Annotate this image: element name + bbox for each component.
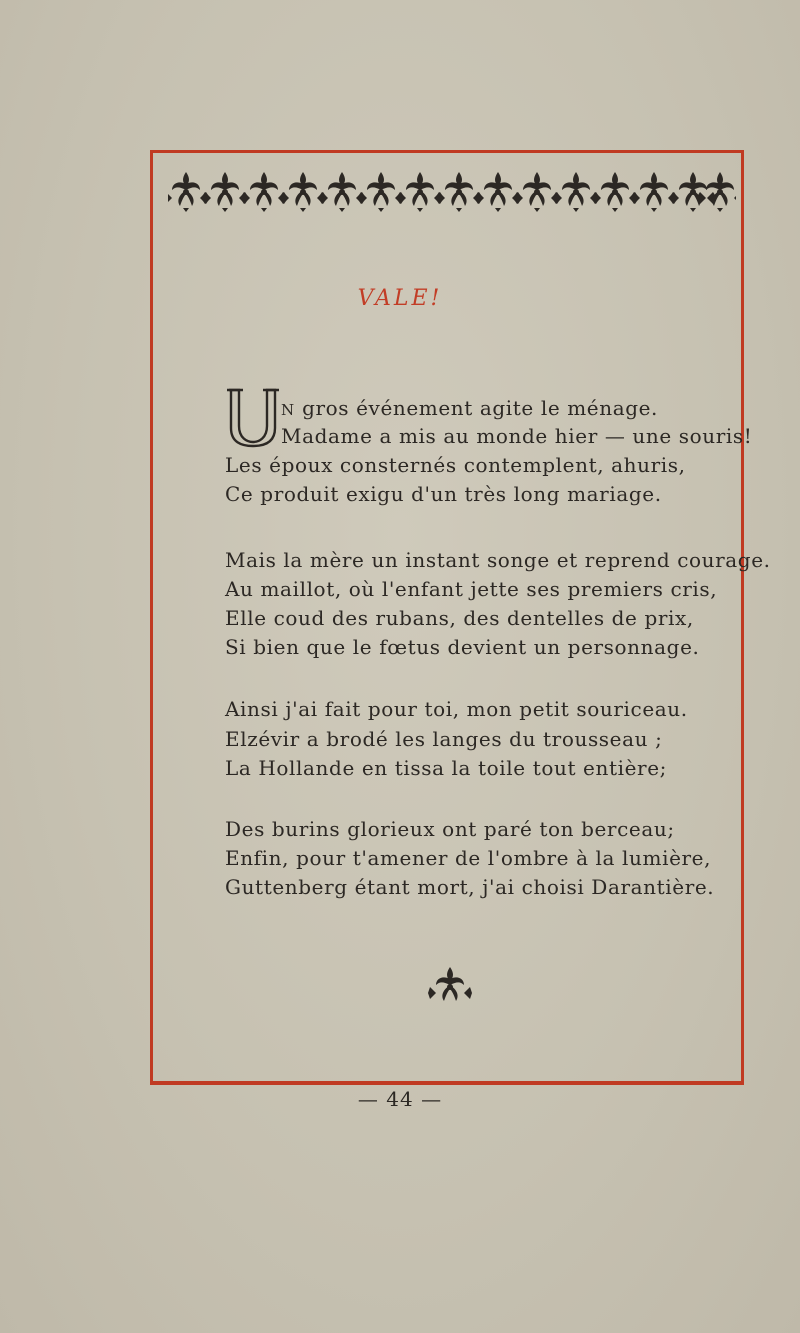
poem-line-8: Si bien que le fœtus devient un personnage. [225, 635, 700, 659]
poem-line-9: Ainsi j'ai fait pour toi, mon petit souriceau. [225, 697, 688, 721]
svg-text:U: U [225, 386, 226, 387]
poem-line-4: Ce produit exigu d'un très long mariage. [225, 482, 662, 506]
first-line-text: gros événement agite le ménage. [295, 396, 659, 420]
dropcap-letter [225, 386, 279, 448]
page-number: — 44 — [357, 1087, 443, 1111]
poem-line-1 [281, 396, 658, 420]
poem-line-6: Au maillot, où l'enfant jette ses premiers cris, [225, 577, 718, 601]
poem-line-10: Elzévir a brodé les langes du trousseau ; [225, 727, 663, 751]
poem-line-5: Mais la mère un instant songe et reprend courage. [225, 548, 771, 572]
poem-line-14: Guttenberg étant mort, j'ai choisi Darantière. [225, 875, 715, 899]
page-title: VALE! [357, 286, 443, 311]
first-line-smallcaps: N [281, 401, 296, 419]
poem-line-7: Elle coud des rubans, des dentelles de prix, [225, 606, 694, 630]
fleuron-icon [428, 964, 472, 1006]
poem-line-13: Enfin, pour t'amener de l'ombre à la lumière, [225, 846, 712, 870]
poem-line-3: Les époux consternés contemplent, ahuris, [225, 453, 686, 477]
poem-line-12: Des burins glorieux ont paré ton berceau; [225, 817, 675, 841]
fleuron-border-icon [168, 168, 736, 214]
poem-line-11: La Hollande en tissa la toile tout entière; [225, 756, 667, 780]
poem-line-2: Madame a mis au monde hier — une souris! [281, 424, 753, 448]
